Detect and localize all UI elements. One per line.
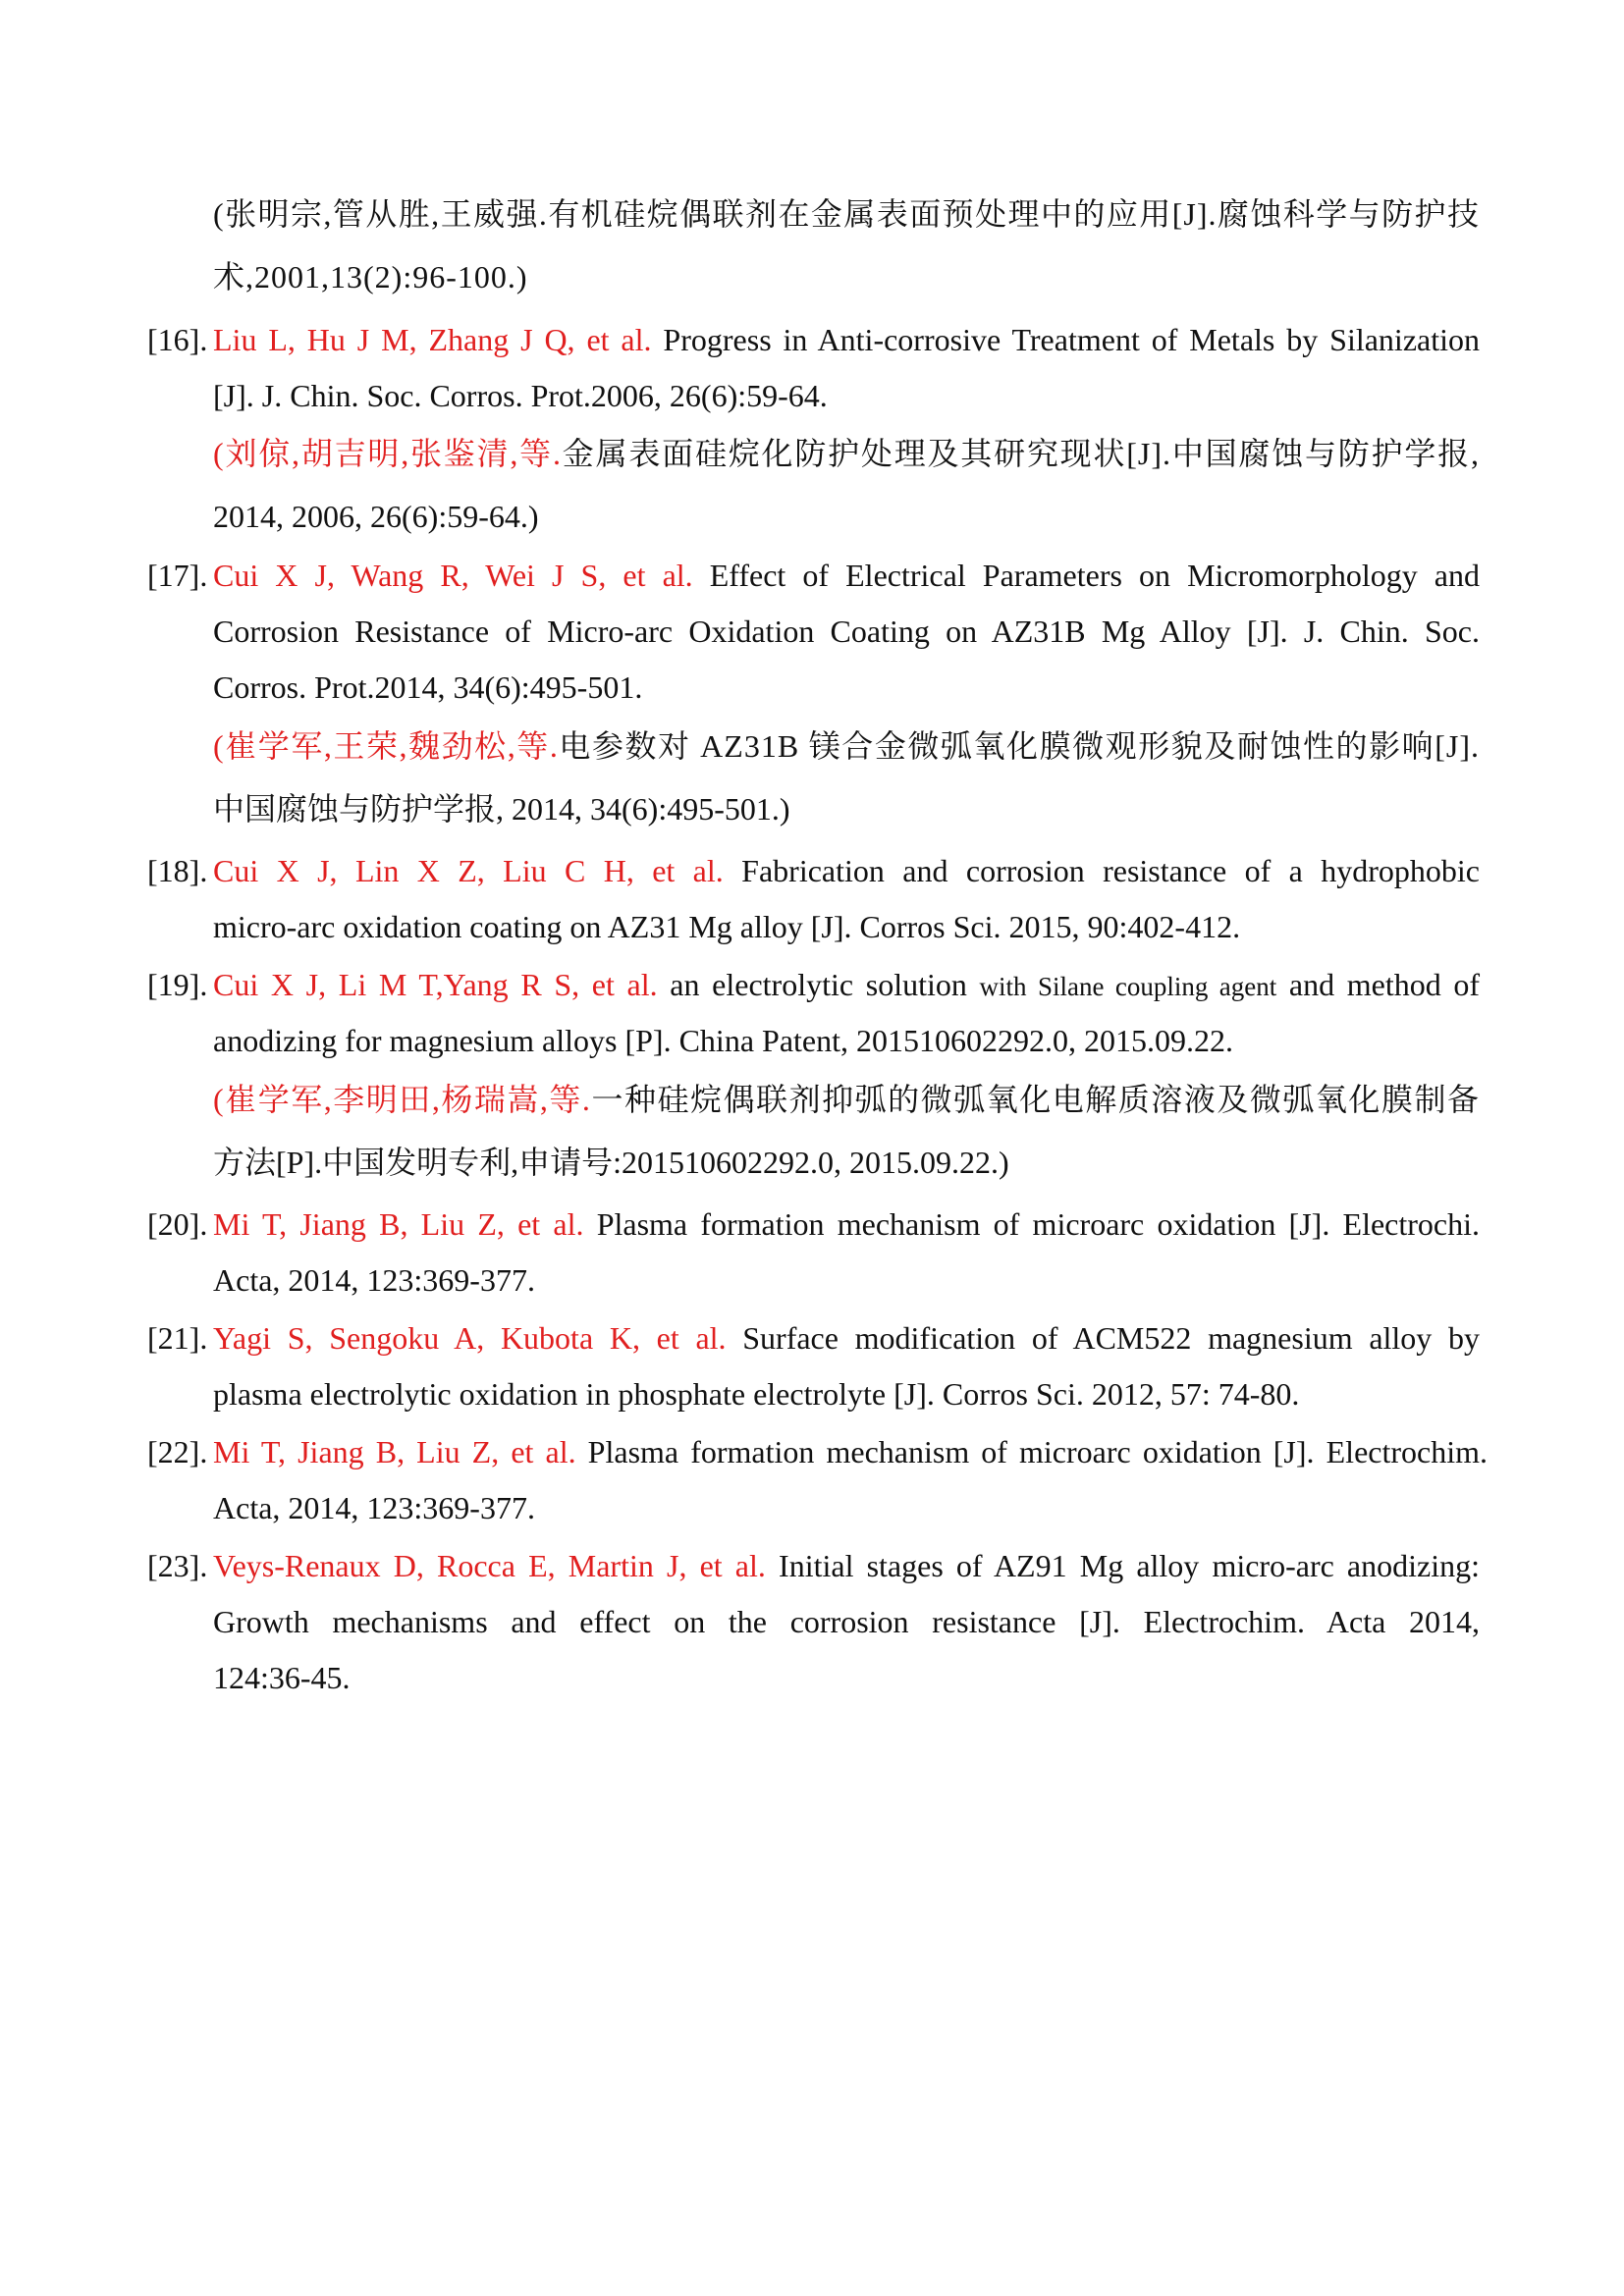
- ref-number: [17].: [147, 558, 208, 593]
- ref-authors: Mi T, Jiang B, Liu Z, et al.: [213, 1206, 584, 1242]
- ref15-chinese-line2: 术,2001,13(2):96-100.): [213, 259, 528, 294]
- ref-zh-line2: 2014, 2006, 26(6):59-64.): [213, 499, 539, 534]
- ref-zh-authors: (刘倞,胡吉明,张鉴清,等.: [213, 436, 562, 471]
- ref-zh-authors: (崔学军,王荣,魏劲松,等.: [213, 728, 559, 764]
- ref-line2: [J]. J. Chin. Soc. Corros. Prot.2006, 26(6):59-64.: [213, 378, 828, 413]
- ref15-chinese-line1: (张明宗,管从胜,王威强.有机硅烷偶联剂在金属表面预处理中的应用[J].腐蚀科学与防护技: [213, 196, 1480, 232]
- ref-title: Fabrication and corrosion resistance of a hydrophobic: [723, 853, 1481, 888]
- ref-authors: Cui X J, Li M T,Yang R S, et al.: [213, 967, 658, 1002]
- ref-number: [21].: [147, 1320, 208, 1356]
- ref-authors: Cui X J, Lin X Z, Liu C H, et al.: [213, 853, 724, 888]
- ref-title: Plasma formation mechanism of microarc oxidation [J]. Electrochi.: [583, 1206, 1481, 1242]
- ref-line2: Acta, 2014, 123:369-377.: [213, 1490, 535, 1525]
- ref-number: [23].: [147, 1548, 208, 1583]
- ref-title-small: with Silane coupling agent: [979, 972, 1277, 1001]
- ref-line2: anodizing for magnesium alloys [P]. China Patent, 201510602292.0, 2015.09.22.: [213, 1023, 1233, 1058]
- ref-zh-title: 电参数对 AZ31B 镁合金微弧氧化膜微观形貌及耐蚀性的影响[J].: [558, 728, 1480, 764]
- ref-title: Effect of Electrical Parameters on Micromorphology and: [692, 558, 1481, 593]
- ref-title: Plasma formation mechanism of microarc oxidation [J]. Electrochim.: [575, 1434, 1489, 1469]
- ref-authors: Cui X J, Wang R, Wei J S, et al.: [213, 558, 693, 593]
- ref-zh-authors: (崔学军,李明田,杨瑞嵩,等.: [213, 1082, 591, 1117]
- ref-number: [18].: [147, 853, 208, 888]
- ref-line2: micro-arc oxidation coating on AZ31 Mg alloy [J]. Corros Sci. 2015, 90:402-412.: [213, 909, 1241, 944]
- ref-line3: 124:36-45.: [213, 1660, 351, 1695]
- ref-line3: Corros. Prot.2014, 34(6):495-501.: [213, 669, 643, 705]
- ref-zh-line2: 中国腐蚀与防护学报, 2014, 34(6):495-501.): [213, 791, 790, 827]
- ref-line2: Growth mechanisms and effect on the corrosion resistance [J]. Electrochim. Acta 2014,: [213, 1604, 1480, 1639]
- ref-title: Surface modification of ACM522 magnesium alloy by: [726, 1320, 1481, 1356]
- ref-title: Initial stages of AZ91 Mg alloy micro-arc anodizing:: [765, 1548, 1481, 1583]
- ref-number: [19].: [147, 967, 208, 1002]
- ref-zh-title: 一种硅烷偶联剂抑弧的微弧氧化电解质溶液及微弧氧化膜制备: [590, 1082, 1480, 1117]
- ref-zh-line2: 方法[P].中国发明专利,申请号:201510602292.0, 2015.09.22.): [213, 1145, 1009, 1180]
- ref-authors: Liu L, Hu J M, Zhang J Q, et al.: [213, 322, 652, 357]
- ref-number: [16].: [147, 322, 208, 357]
- ref-authors: Mi T, Jiang B, Liu Z, et al.: [213, 1434, 576, 1469]
- ref-number: [20].: [147, 1206, 208, 1242]
- ref-number: [22].: [147, 1434, 208, 1469]
- ref-line2: Corrosion Resistance of Micro-arc Oxidation Coating on AZ31B Mg Alloy [J]. J. Chin. Soc.: [213, 614, 1480, 649]
- ref-title-b: and method of: [1276, 967, 1481, 1002]
- ref-zh-title: 金属表面硅烷化防护处理及其研究现状[J].中国腐蚀与防护学报,: [561, 436, 1480, 471]
- ref-title: Progress in Anti-corrosive Treatment of Metals by Silanization: [651, 322, 1481, 357]
- ref-authors: Yagi S, Sengoku A, Kubota K, et al.: [213, 1320, 727, 1356]
- ref-line2: Acta, 2014, 123:369-377.: [213, 1262, 535, 1298]
- ref-authors: Veys-Renaux D, Rocca E, Martin J, et al.: [213, 1548, 766, 1583]
- ref-line2: plasma electrolytic oxidation in phosphate electrolyte [J]. Corros Sci. 2012, 57: 74-80.: [213, 1376, 1300, 1412]
- ref-title-a: an electrolytic solution: [657, 967, 980, 1002]
